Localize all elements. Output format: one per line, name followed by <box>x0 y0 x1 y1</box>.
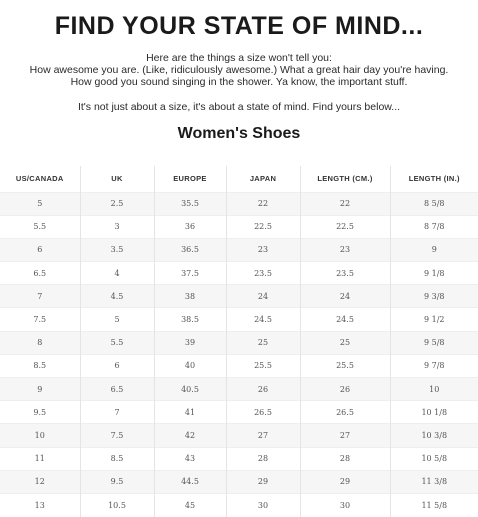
table-cell: 35.5 <box>154 192 226 215</box>
table-cell: 36 <box>154 215 226 238</box>
table-cell: 23.5 <box>300 262 390 285</box>
table-cell: 8.5 <box>80 447 154 470</box>
table-row <box>0 215 478 238</box>
table-cell: 36.5 <box>154 238 226 261</box>
table-cell: 9 3/8 <box>390 285 478 308</box>
table-cell: 6.5 <box>0 262 80 285</box>
table-cell: 10 3/8 <box>390 424 478 447</box>
table-cell: 8.5 <box>0 354 80 377</box>
table-cell: 26 <box>300 378 390 401</box>
table-cell: 11 5/8 <box>390 493 478 516</box>
column-header: LENGTH (CM.) <box>300 166 390 192</box>
table-cell: 38.5 <box>154 308 226 331</box>
table-cell: 6 <box>0 238 80 261</box>
size-chart-table <box>0 166 478 517</box>
table-cell: 22 <box>226 192 300 215</box>
table-cell: 25.5 <box>300 354 390 377</box>
table-cell: 26.5 <box>300 401 390 424</box>
table-cell: 40 <box>154 354 226 377</box>
table-cell: 10 <box>390 378 478 401</box>
table-cell: 10 1/8 <box>390 401 478 424</box>
table-cell: 10 <box>0 424 80 447</box>
table-cell: 5.5 <box>80 331 154 354</box>
table-cell: 41 <box>154 401 226 424</box>
table-row <box>0 493 478 516</box>
table-cell: 9.5 <box>0 401 80 424</box>
table-cell: 26 <box>226 378 300 401</box>
table-cell: 24 <box>226 285 300 308</box>
table-cell: 30 <box>226 493 300 516</box>
column-header: JAPAN <box>226 166 300 192</box>
table-cell: 9.5 <box>80 470 154 493</box>
table-cell: 28 <box>226 447 300 470</box>
table-cell: 22.5 <box>300 215 390 238</box>
table-cell: 12 <box>0 470 80 493</box>
table-cell: 4 <box>80 262 154 285</box>
table-row <box>0 354 478 377</box>
table-cell: 26.5 <box>226 401 300 424</box>
table-cell: 3.5 <box>80 238 154 261</box>
page-headline: FIND YOUR STATE OF MIND... <box>54 12 424 40</box>
table-cell: 9 1/2 <box>390 308 478 331</box>
table-cell: 10.5 <box>80 493 154 516</box>
table-cell: 27 <box>300 424 390 447</box>
column-header: EUROPE <box>154 166 226 192</box>
table-cell: 6.5 <box>80 378 154 401</box>
table-cell: 5 <box>80 308 154 331</box>
table-cell: 23.5 <box>226 262 300 285</box>
column-header: LENGTH (IN.) <box>390 166 478 192</box>
table-cell: 24.5 <box>226 308 300 331</box>
table-cell: 30 <box>300 493 390 516</box>
table-cell: 24.5 <box>300 308 390 331</box>
table-cell: 24 <box>300 285 390 308</box>
table-row <box>0 470 478 493</box>
intro-text <box>0 52 478 88</box>
table-cell: 25 <box>226 331 300 354</box>
table-row <box>0 308 478 331</box>
table-cell: 8 7/8 <box>390 215 478 238</box>
table-body <box>0 192 478 517</box>
column-header: UK <box>80 166 154 192</box>
table-cell: 28 <box>300 447 390 470</box>
table-cell: 9 7/8 <box>390 354 478 377</box>
tagline: It's not just about a size, it's about a state of mind. Find yours below... <box>77 101 401 113</box>
section-title: Women's Shoes <box>177 125 301 142</box>
table-cell: 11 3/8 <box>390 470 478 493</box>
table-cell: 10 5/8 <box>390 447 478 470</box>
table-cell: 2.5 <box>80 192 154 215</box>
table-cell: 9 <box>390 238 478 261</box>
table-cell: 8 <box>0 331 80 354</box>
table-cell: 7.5 <box>0 308 80 331</box>
table-header-row <box>0 166 478 192</box>
table-row <box>0 238 478 261</box>
table-cell: 27 <box>226 424 300 447</box>
table-cell: 13 <box>0 493 80 516</box>
table-row <box>0 331 478 354</box>
table-cell: 44.5 <box>154 470 226 493</box>
table-cell: 40.5 <box>154 378 226 401</box>
table-cell: 5 <box>0 192 80 215</box>
table-cell: 22 <box>300 192 390 215</box>
table-row <box>0 262 478 285</box>
table-cell: 3 <box>80 215 154 238</box>
table-cell: 6 <box>80 354 154 377</box>
table-cell: 22.5 <box>226 215 300 238</box>
table-cell: 7 <box>80 401 154 424</box>
table-cell: 4.5 <box>80 285 154 308</box>
table-row <box>0 401 478 424</box>
table-cell: 37.5 <box>154 262 226 285</box>
table-cell: 29 <box>300 470 390 493</box>
table-cell: 8 5/8 <box>390 192 478 215</box>
table-cell: 39 <box>154 331 226 354</box>
column-header: US/CANADA <box>0 166 80 192</box>
table-cell: 38 <box>154 285 226 308</box>
intro-line: How awesome you are. (Like, ridiculously awesome.) What a great hair day you're having. <box>29 64 449 76</box>
table-cell: 23 <box>300 238 390 261</box>
table-cell: 7.5 <box>80 424 154 447</box>
table-cell: 42 <box>154 424 226 447</box>
table-cell: 5.5 <box>0 215 80 238</box>
table-cell: 25.5 <box>226 354 300 377</box>
intro-line: Here are the things a size won't tell you: <box>146 52 332 64</box>
table-cell: 29 <box>226 470 300 493</box>
intro-line: How good you sound singing in the shower. Ya know, the important stuff. <box>70 76 408 88</box>
table-cell: 9 1/8 <box>390 262 478 285</box>
table-cell: 43 <box>154 447 226 470</box>
table-row <box>0 424 478 447</box>
table-cell: 45 <box>154 493 226 516</box>
table-cell: 9 5/8 <box>390 331 478 354</box>
table-row <box>0 447 478 470</box>
table-cell: 11 <box>0 447 80 470</box>
table-cell: 25 <box>300 331 390 354</box>
table-cell: 9 <box>0 378 80 401</box>
table-cell: 23 <box>226 238 300 261</box>
table-row <box>0 285 478 308</box>
table-row <box>0 192 478 215</box>
table-cell: 7 <box>0 285 80 308</box>
table-row <box>0 378 478 401</box>
